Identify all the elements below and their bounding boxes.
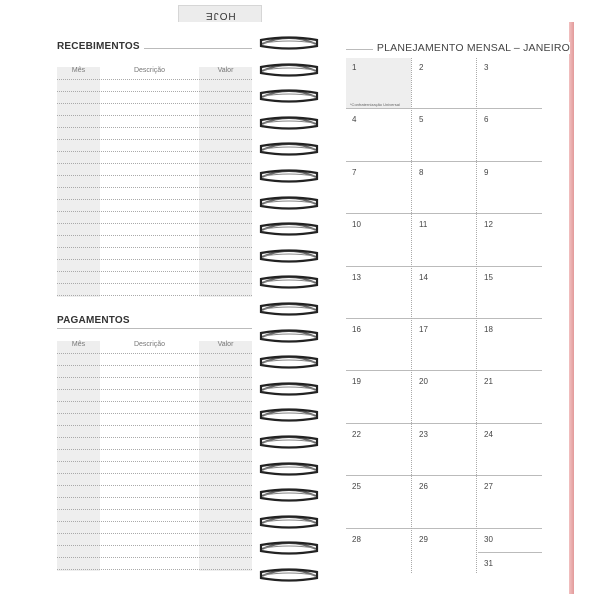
day-number: 16 — [352, 325, 361, 334]
calendar-day[interactable] — [478, 163, 542, 215]
spiral-ring — [258, 167, 320, 184]
mes-header: Mês — [71, 341, 86, 348]
day-number: 30 — [484, 534, 493, 544]
spiral-ring — [258, 566, 320, 583]
ledger-row — [57, 163, 252, 165]
ledger-row — [57, 449, 252, 451]
ledger-row — [57, 557, 252, 559]
ledger-row — [57, 389, 252, 391]
spiral-ring — [258, 327, 320, 344]
valor-header: Valor — [217, 67, 234, 74]
spiral-ring — [258, 273, 320, 290]
spiral-ring — [258, 406, 320, 423]
calendar-day[interactable] — [346, 268, 411, 320]
calendar-row-line — [346, 370, 542, 371]
day-number: 17 — [419, 325, 428, 334]
calendar-row-line — [478, 552, 542, 553]
day-number: 21 — [484, 377, 493, 387]
day-number: 22 — [352, 429, 361, 439]
right-page-edge — [569, 22, 574, 594]
calendar-column-line — [411, 58, 412, 573]
day-number: 20 — [419, 377, 428, 387]
calendar-day[interactable] — [346, 163, 411, 215]
descricao-header: Descrição — [133, 67, 166, 74]
ledger-row — [57, 79, 252, 81]
calendar-day[interactable] — [346, 110, 411, 162]
day-number: 12 — [484, 220, 493, 230]
calendar-day[interactable] — [478, 215, 542, 267]
recebimentos-table — [57, 67, 252, 297]
valor-column-shade — [199, 67, 252, 297]
day-number: 6 — [484, 115, 489, 125]
day-number: 29 — [419, 534, 428, 544]
ledger-row — [57, 283, 252, 285]
calendar-day[interactable] — [413, 477, 476, 529]
ledger-row — [57, 569, 252, 571]
calendar-row-line — [346, 213, 542, 214]
calendar-day[interactable] — [413, 530, 476, 582]
ledger-row — [57, 533, 252, 535]
ledger-row — [57, 127, 252, 129]
day-number: 24 — [484, 429, 493, 439]
calendar-day[interactable] — [478, 425, 542, 477]
calendar-day[interactable] — [478, 320, 542, 372]
day-number: 11 — [419, 220, 428, 230]
ledger-row — [57, 223, 252, 225]
day-number: 2 — [419, 63, 424, 72]
day-number: 14 — [419, 272, 428, 282]
calendar-day[interactable] — [478, 268, 542, 320]
ledger-row — [57, 461, 252, 463]
recebimentos-title: RECEBIMENTOS — [57, 41, 144, 52]
holiday-note: *Confraternização Universal — [350, 102, 400, 108]
spiral-ring — [258, 380, 320, 397]
pagamentos-table — [57, 341, 252, 571]
ledger-row — [57, 139, 252, 141]
ledger-row — [57, 247, 252, 249]
ledger-row — [57, 175, 252, 177]
calendar-day[interactable] — [346, 372, 411, 424]
spiral-ring — [258, 433, 320, 450]
spiral-ring — [258, 486, 320, 503]
day-number: 26 — [419, 482, 428, 492]
calendar-row-line — [346, 528, 542, 529]
day-number: 9 — [484, 167, 489, 177]
calendar-row-line — [346, 318, 542, 319]
calendar-day[interactable] — [413, 425, 476, 477]
ledger-row — [57, 259, 252, 261]
day-number: 18 — [484, 325, 493, 334]
ledger-row — [57, 365, 252, 367]
calendar-day[interactable] — [346, 425, 411, 477]
spiral-ring — [258, 460, 320, 477]
day-number: 1 — [352, 63, 357, 72]
mes-column-shade — [57, 67, 100, 297]
spiral-ring — [258, 539, 320, 556]
ledger-row — [57, 295, 252, 297]
ledger-row — [57, 509, 252, 511]
ledger-row — [57, 187, 252, 189]
calendar-day[interactable] — [413, 268, 476, 320]
day-number: 15 — [484, 272, 493, 282]
day-number: 4 — [352, 115, 357, 125]
ledger-row — [57, 353, 252, 355]
spiral-ring — [258, 114, 320, 131]
ledger-row — [57, 151, 252, 153]
ledger-row — [57, 199, 252, 201]
ledger-row — [57, 103, 252, 105]
calendar-row-line — [346, 161, 542, 162]
calendar-day[interactable] — [413, 372, 476, 424]
calendar-day[interactable] — [346, 215, 411, 267]
mes-header: Mês — [71, 67, 86, 74]
day-number: 13 — [352, 272, 361, 282]
calendar-day[interactable] — [413, 163, 476, 215]
day-number: 25 — [352, 482, 361, 492]
ledger-row — [57, 545, 252, 547]
calendar-day[interactable] — [346, 58, 411, 110]
ledger-row — [57, 473, 252, 475]
day-number: 8 — [419, 167, 424, 177]
day-number: 5 — [419, 115, 424, 125]
pagamentos-title: PAGAMENTOS — [57, 315, 134, 326]
ledger-row — [57, 413, 252, 415]
ledger-row — [57, 521, 252, 523]
spiral-ring — [258, 247, 320, 264]
calendar-day[interactable] — [346, 530, 411, 582]
day-number: 3 — [484, 63, 489, 72]
ledger-row — [57, 425, 252, 427]
ledger-row — [57, 115, 252, 117]
spiral-ring — [258, 61, 320, 78]
day-number: 27 — [484, 482, 493, 492]
calendar-day[interactable] — [413, 215, 476, 267]
ledger-row — [57, 401, 252, 403]
ledger-row — [57, 271, 252, 273]
ledger-row — [57, 235, 252, 237]
ledger-row — [57, 211, 252, 213]
spiral-ring — [258, 34, 320, 51]
mes-column-shade — [57, 341, 100, 571]
day-number: 7 — [352, 167, 357, 177]
spiral-ring — [258, 220, 320, 237]
day-number: 28 — [352, 534, 361, 544]
calendar-title: PLANEJAMENTO MENSAL – JANEIRO — [373, 42, 570, 54]
day-number: 31 — [484, 559, 493, 568]
calendar-day[interactable] — [346, 320, 411, 372]
calendar-day[interactable] — [413, 58, 476, 110]
spiral-ring — [258, 513, 320, 530]
ledger-row — [57, 377, 252, 379]
calendar-day[interactable] — [413, 110, 476, 162]
calendar-day[interactable] — [478, 554, 542, 580]
ledger-row — [57, 91, 252, 93]
ledger-row — [57, 497, 252, 499]
day-number: 23 — [419, 429, 428, 439]
spiral-ring — [258, 353, 320, 370]
calendar-day[interactable] — [478, 477, 542, 529]
calendar-row-line — [346, 423, 542, 424]
valor-column-shade — [199, 341, 252, 571]
calendar-day[interactable] — [478, 58, 542, 110]
calendar-column-line — [476, 58, 477, 573]
valor-header: Valor — [217, 341, 234, 348]
spiral-ring — [258, 194, 320, 211]
calendar-day[interactable] — [478, 110, 542, 162]
calendar-day[interactable] — [413, 320, 476, 372]
pagamentos-rule — [57, 328, 252, 329]
spiral-ring — [258, 140, 320, 157]
spiral-ring — [258, 87, 320, 104]
spiral-ring — [258, 300, 320, 317]
day-number: 10 — [352, 220, 361, 230]
ledger-row — [57, 437, 252, 439]
calendar-day[interactable] — [346, 477, 411, 529]
calendar-row-line — [346, 266, 542, 267]
calendar-day[interactable] — [478, 372, 542, 424]
calendar-row-line — [346, 108, 542, 109]
calendar-row-line — [346, 475, 542, 476]
day-number: 19 — [352, 377, 361, 387]
descricao-header: Descrição — [133, 341, 166, 348]
ledger-row — [57, 485, 252, 487]
hoje-tab-label: HOJE — [204, 10, 236, 21]
